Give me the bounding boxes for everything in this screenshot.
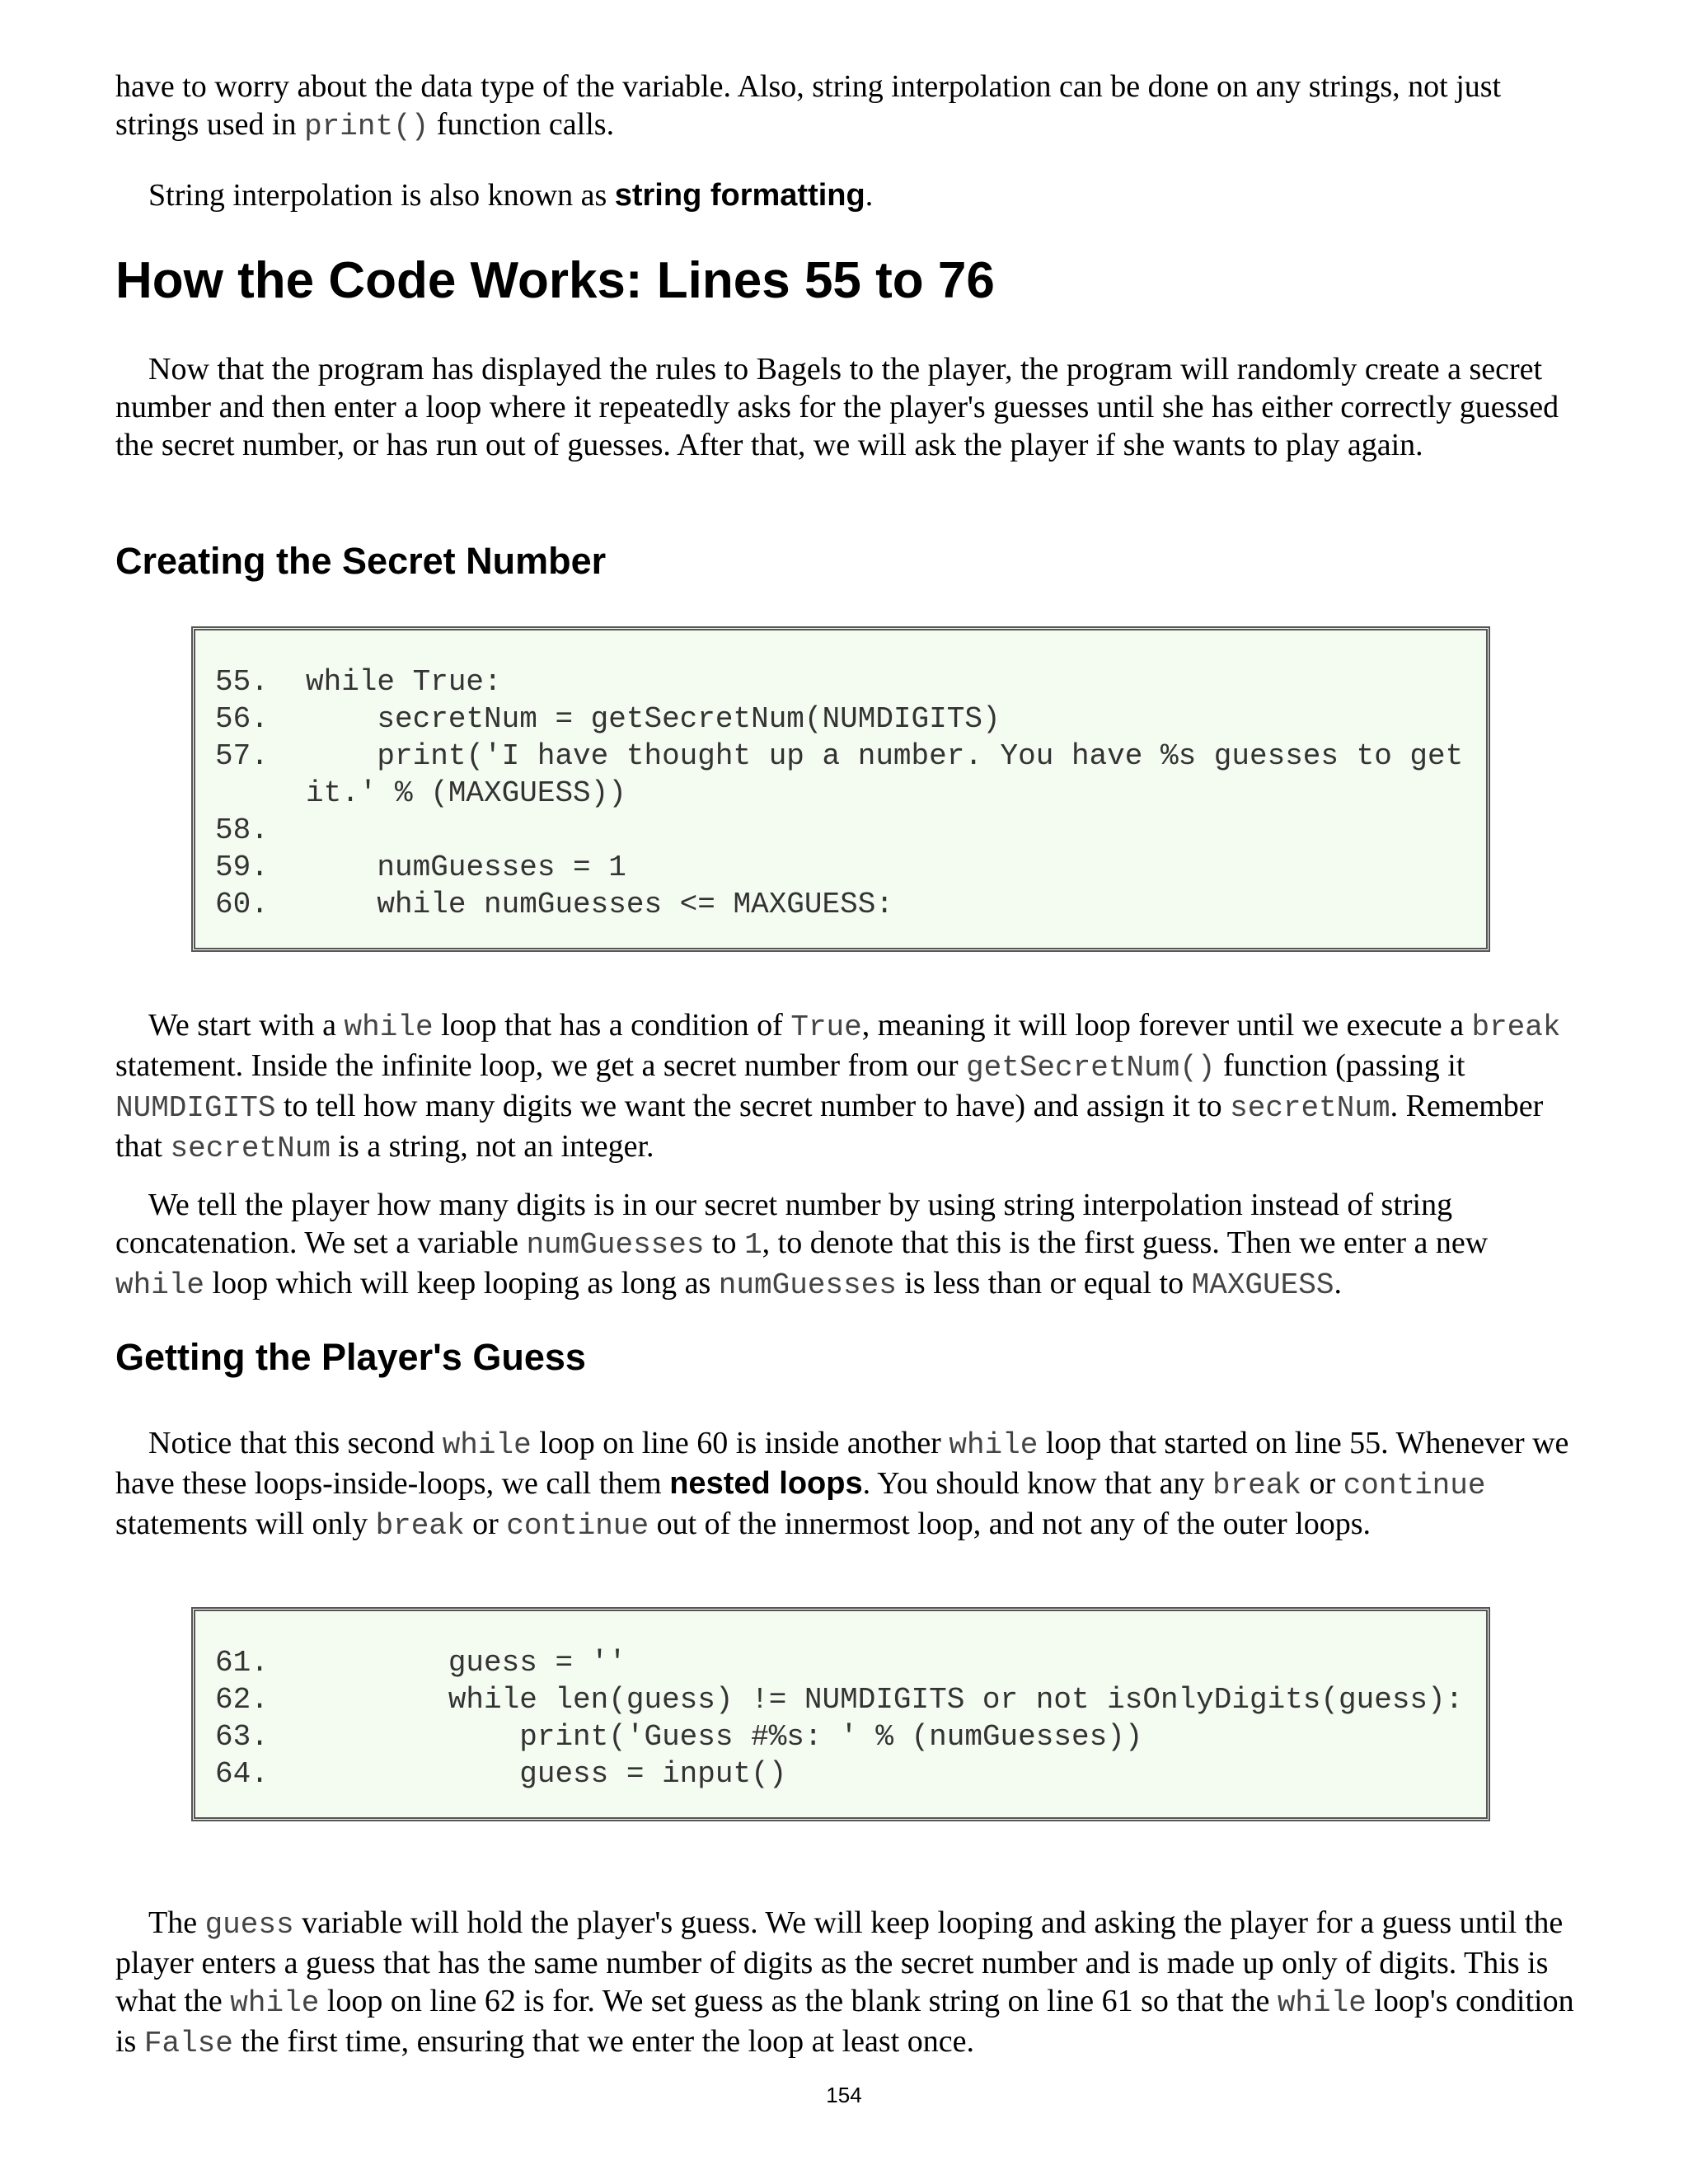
text: loop that has a condition of — [433, 1008, 791, 1043]
code-text: print('Guess #%s: ' % (numGuesses)) — [306, 1720, 1143, 1754]
code-line — [215, 1718, 1466, 1755]
subsection-heading-players-guess: Getting the Player's Guess — [115, 1336, 586, 1378]
text: function (passing it — [1215, 1048, 1465, 1083]
key-term: nested loops — [669, 1466, 863, 1501]
paragraph-intro: Now that the program has displayed the rules to Bagels to the player, the program will randomly create a secret number and then enter a loop where it repeatedly asks for the player's guesses until she has either correctly guessed the secret number, or has run out of guesses. After that, we will ask the player if she wants to play again. — [115, 352, 1559, 462]
line-number: 63. — [215, 1720, 269, 1754]
line-number: 59. — [215, 851, 269, 884]
text: is a string, not an integer. — [330, 1129, 654, 1164]
inline-code: continue — [1343, 1469, 1486, 1502]
inline-code: secretNum — [1230, 1091, 1390, 1125]
code-text: while True: — [306, 665, 502, 699]
paragraph-nested-loops — [115, 1424, 1582, 1545]
inline-code: while — [949, 1428, 1039, 1462]
inline-code: while — [230, 1986, 320, 2020]
text: Notice that this second — [148, 1426, 443, 1460]
text: , meaning it will loop forever until we execute a — [861, 1008, 1472, 1043]
text: loop that started on line 55. Whenever we have these loops-inside-loops, we call them — [115, 1426, 1569, 1501]
inline-code: False — [143, 2027, 233, 2060]
text: the first time, ensuring that we enter the loop at least once. — [232, 2024, 974, 2059]
key-term: string formatting — [614, 178, 865, 213]
line-number: 62. — [215, 1683, 269, 1717]
paragraph-string-formatting — [115, 176, 1582, 214]
inline-code: secretNum — [170, 1132, 331, 1165]
inline-code: 1 — [744, 1228, 762, 1262]
code-line — [215, 701, 1466, 738]
code-line — [215, 849, 1466, 886]
line-number: 60. — [215, 888, 269, 921]
inline-code: while — [344, 1010, 434, 1044]
text: to tell how many digits we want the secret number to have) and assign it to — [275, 1089, 1231, 1123]
inline-code: numGuesses — [526, 1228, 705, 1262]
paragraph-top — [115, 68, 1582, 146]
code-text: numGuesses = 1 — [306, 851, 626, 884]
text: have to worry about the data type of the variable. Also, string interpolation can be done on any strings, not just strings used in — [115, 69, 1502, 142]
inline-code: continue — [506, 1509, 649, 1543]
code-block-lines-61-64 — [191, 1607, 1490, 1821]
line-number: 61. — [215, 1646, 269, 1680]
subsection-heading-secret-number: Creating the Secret Number — [115, 540, 607, 582]
inline-code: break — [1471, 1010, 1561, 1044]
text: is less than or equal to — [896, 1266, 1192, 1301]
line-number: 64. — [215, 1757, 269, 1791]
text: or — [464, 1507, 507, 1541]
code-block-lines-55-60 — [191, 626, 1490, 952]
code-line — [215, 663, 1466, 701]
paragraph-guess-variable — [115, 1904, 1582, 2063]
code-line — [215, 886, 1466, 923]
paragraph-while-loop — [115, 1006, 1582, 1168]
inline-code: NUMDIGITS — [115, 1091, 276, 1125]
inline-code: print() — [304, 110, 429, 143]
line-number: 56. — [215, 702, 269, 736]
inline-code: guess — [204, 1908, 294, 1942]
inline-code: break — [1212, 1469, 1301, 1502]
text: or — [1301, 1466, 1343, 1501]
line-number: 58. — [215, 813, 269, 847]
page-number: 154 — [826, 2083, 862, 2107]
text: . You should know that any — [862, 1466, 1212, 1501]
inline-code: break — [375, 1509, 465, 1543]
inline-code: while — [1277, 1986, 1367, 2020]
text: function calls. — [429, 107, 615, 142]
line-number: 55. — [215, 665, 269, 699]
text: to — [704, 1226, 745, 1260]
section-heading: How the Code Works: Lines 55 to 76 — [115, 252, 995, 309]
code-text: guess = input() — [306, 1757, 787, 1791]
text: We tell the player how many digits is in our secret number by using string interpolation instead of string concatenation. We set a variable — [115, 1188, 1453, 1260]
inline-code: numGuesses — [718, 1268, 897, 1302]
text: loop's condition is — [115, 1984, 1574, 2059]
inline-code: while — [442, 1428, 532, 1462]
inline-code: MAXGUESS — [1191, 1268, 1334, 1302]
code-text: while numGuesses <= MAXGUESS: — [306, 888, 893, 921]
text: statements will only — [115, 1507, 376, 1541]
text: statement. Inside the infinite loop, we get a secret number from our — [115, 1048, 967, 1083]
text: . Remember that — [115, 1089, 1544, 1164]
code-text: guess = '' — [306, 1646, 626, 1680]
text: loop on line 60 is inside another — [531, 1426, 950, 1460]
text: , to denote that this is the first guess. Then we enter a new — [762, 1226, 1489, 1260]
paragraph-num-guesses — [115, 1186, 1582, 1305]
inline-code: while — [115, 1268, 205, 1302]
text: We start with a — [148, 1008, 345, 1043]
inline-code: getSecretNum() — [966, 1051, 1216, 1085]
code-line — [215, 738, 1481, 812]
text: String interpolation is also known as — [148, 178, 615, 213]
text: . — [1334, 1266, 1342, 1301]
text: loop which will keep looping as long as — [204, 1266, 719, 1301]
text: . — [865, 178, 874, 213]
code-line — [215, 812, 1466, 849]
line-number: 57. — [215, 739, 269, 773]
text: out of the innermost loop, and not any of the outer loops. — [649, 1507, 1372, 1541]
text: variable will hold the player's guess. We will keep looping and asking the player for a guess until the player enters a guess that has the same number of digits as the secret number and is made up only of digits. This is what the — [115, 1905, 1564, 2018]
code-text: secretNum = getSecretNum(NUMDIGITS) — [306, 702, 1001, 736]
code-line — [215, 1681, 1466, 1718]
text: loop on line 62 is for. We set guess as the blank string on line 61 so that the — [319, 1984, 1278, 2018]
code-line — [215, 1644, 1466, 1681]
text: The — [148, 1905, 205, 1940]
code-text: while len(guess) != NUMDIGITS or not isOnlyDigits(guess): — [306, 1683, 1464, 1717]
inline-code: True — [790, 1010, 862, 1044]
code-line — [215, 1755, 1466, 1793]
code-text: print('I have thought up a number. You have %s guesses to get it.' % (MAXGUESS)) — [306, 739, 1481, 810]
